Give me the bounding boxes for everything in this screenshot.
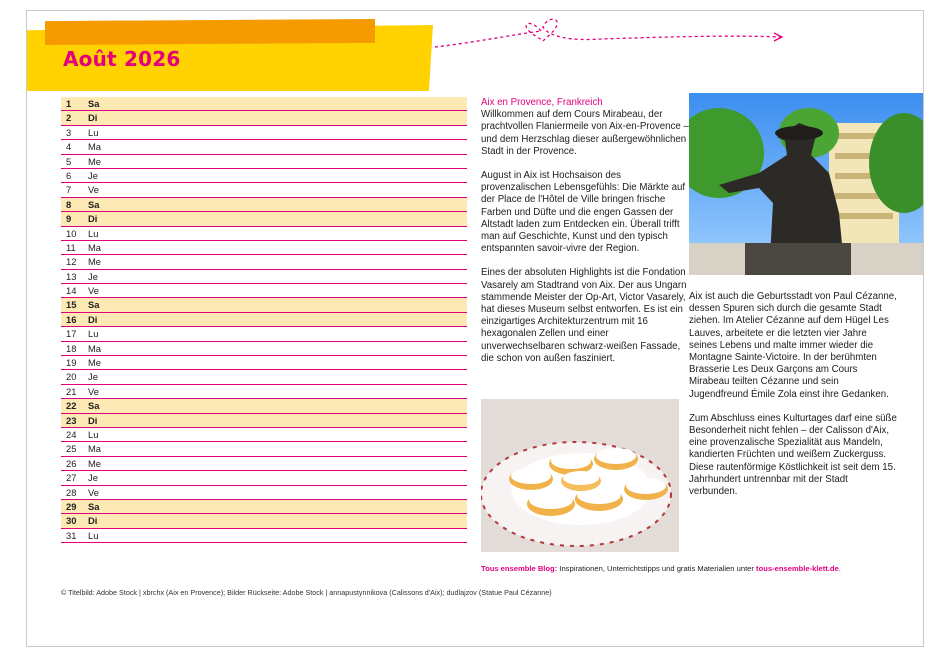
blog-note (481, 564, 841, 573)
article-column-2 (689, 291, 897, 510)
day-number: 16 (66, 313, 77, 325)
day-row (61, 529, 467, 543)
weekday-label: Je (88, 472, 98, 484)
day-number: 9 (66, 213, 72, 225)
day-row (61, 270, 467, 284)
day-number: 22 (66, 400, 77, 412)
day-number: 15 (66, 299, 77, 311)
day-row (61, 298, 467, 312)
day-number: 13 (66, 270, 77, 282)
day-number: 11 (66, 241, 76, 253)
article-paragraph-3: Eines der absoluten Highlights ist die Fondation Vasarely am Stadtrand von Aix. Der aus Ungarn stammende Meister der Op-Art, Victor Vasarely, hat dieses Museum selbst entworfen. Es ist ein einzigartiges Architekturzentrum mit 16 hexagonalen Zellen und einer unverwechselbaren schwarz-weißen Fassade, die schon von außen fasziniert. (481, 267, 687, 364)
weekday-label: Sa (88, 98, 100, 109)
day-row (61, 471, 467, 485)
article-paragraph-2: August in Aix ist Hochsaison des provenzalischen Lebensgefühls: Die Märkte auf der Place de l'Hôtel de Ville bringen frische Farben und Düfte und die engen Gassen der Altstadt laden zum Entdecken ein. Überall trifft man auf Geschichte, Kunst und den typisch entspannten savoir-vivre der Region. (481, 170, 686, 255)
blog-end: . (838, 564, 841, 573)
article-paragraph-4: Aix ist auch die Geburtsstadt von Paul Cézanne, dessen Spuren sich durch die gesamte Stadt ziehen. Im Atelier Cézanne auf dem Hügel Les Lauves, arbeitete er die letzten vier Jahre seines Lebens und malte immer wieder die Montagne Sainte-Victoire. In der berühmten Brasserie Les Deux Garçons am Cours Mirabeau teilten Cézanne und sein Jugendfreund Émile Zola einst ihre Gedanken. (689, 291, 897, 400)
weekday-label: Di (88, 414, 98, 426)
weekday-label: Je (88, 270, 98, 282)
blog-link[interactable]: tous-ensemble-klett.de (756, 564, 839, 573)
weekday-label: Me (88, 155, 102, 167)
article-title: Aix en Provence, Frankreich (481, 97, 603, 108)
day-row (61, 198, 467, 212)
article-intro: Willkommen auf dem Cours Mirabeau, der prachtvollen Flaniermeile von Aix-en-Provence – und dem Herzschlag dieser außergewöhnlichen Stadt in der Provence. (481, 109, 689, 157)
blog-label: Tous ensemble Blog: (481, 564, 558, 573)
weekday-label: Ve (88, 486, 99, 498)
weekday-label: Sa (88, 198, 100, 210)
day-row (61, 313, 467, 327)
day-number: 18 (66, 342, 77, 354)
day-number: 3 (66, 126, 72, 138)
day-row (61, 342, 467, 356)
day-number: 19 (66, 357, 77, 369)
weekday-label: Di (88, 515, 98, 527)
day-row (61, 457, 467, 471)
day-number: 29 (66, 500, 77, 512)
calisson-photo (481, 399, 679, 552)
calendar-page (26, 10, 924, 647)
weekday-label: Me (88, 357, 102, 369)
weekday-label: Lu (88, 428, 99, 440)
day-number: 5 (66, 155, 72, 167)
day-row (61, 399, 467, 413)
day-row (61, 514, 467, 528)
day-number: 28 (66, 486, 77, 498)
day-row (61, 255, 467, 269)
day-list (61, 97, 467, 543)
weekday-label: Lu (88, 227, 99, 239)
weekday-label: Sa (88, 299, 100, 311)
header-banner-orange (45, 19, 375, 45)
weekday-label: Lu (88, 126, 99, 138)
day-row (61, 97, 467, 111)
weekday-label: Ma (88, 141, 102, 153)
day-row (61, 183, 467, 197)
day-row (61, 155, 467, 169)
weekday-label: Me (88, 256, 102, 268)
day-row (61, 500, 467, 514)
day-number: 1 (66, 98, 72, 109)
weekday-label: Di (88, 112, 98, 124)
day-row (61, 126, 467, 140)
day-row (61, 356, 467, 370)
day-number: 4 (66, 141, 72, 153)
day-number: 20 (66, 371, 77, 383)
weekday-label: Je (88, 169, 98, 181)
day-row (61, 428, 467, 442)
blog-text: Inspirationen, Unterrichtstipps und gratis Materialien unter (557, 564, 757, 573)
day-row (61, 111, 467, 125)
day-number: 30 (66, 515, 77, 527)
day-row (61, 442, 467, 456)
day-row (61, 414, 467, 428)
day-number: 23 (66, 414, 77, 426)
weekday-label: Ma (88, 342, 102, 354)
statue-photo (689, 93, 923, 275)
day-number: 17 (66, 328, 77, 340)
day-number: 10 (66, 227, 77, 239)
day-number: 14 (66, 285, 77, 297)
weekday-label: Lu (88, 328, 99, 340)
day-row (61, 212, 467, 226)
day-row (61, 284, 467, 298)
day-number: 31 (66, 529, 77, 541)
day-row (61, 169, 467, 183)
day-row (61, 140, 467, 154)
weekday-label: Me (88, 457, 102, 469)
article-column-1 (481, 97, 691, 377)
weekday-label: Sa (88, 400, 100, 412)
weekday-label: Sa (88, 500, 100, 512)
weekday-label: Ve (88, 184, 99, 196)
weekday-label: Ve (88, 385, 99, 397)
day-number: 12 (66, 256, 77, 268)
day-number: 25 (66, 443, 77, 455)
weekday-label: Ma (88, 443, 102, 455)
day-number: 24 (66, 428, 77, 440)
weekday-label: Ma (88, 241, 102, 253)
day-number: 6 (66, 169, 72, 181)
day-row (61, 385, 467, 399)
day-row (61, 227, 467, 241)
day-number: 7 (66, 184, 72, 196)
weekday-label: Ve (88, 285, 99, 297)
photo-credits: © Titelbild: Adobe Stock | xbrchx (Aix en Provence); Bilder Rückseite: Adobe Stock | annapustynnikova (Calissons d'Aix); dudlajzov (Statue Paul Cézanne) (61, 588, 552, 597)
day-row (61, 327, 467, 341)
weekday-label: Lu (88, 529, 99, 541)
day-number: 27 (66, 472, 77, 484)
month-title: Août 2026 (63, 47, 181, 71)
day-row (61, 241, 467, 255)
weekday-label: Je (88, 371, 98, 383)
day-row (61, 486, 467, 500)
heart-arrow-doodle-icon (431, 13, 791, 53)
weekday-label: Di (88, 213, 98, 225)
day-row (61, 370, 467, 384)
day-number: 21 (66, 385, 77, 397)
day-number: 2 (66, 112, 72, 124)
weekday-label: Di (88, 313, 98, 325)
day-number: 26 (66, 457, 77, 469)
day-number: 8 (66, 198, 72, 210)
article-paragraph-5: Zum Abschluss eines Kulturtages darf eine süße Besonderheit nicht fehlen – der Calisson d'Aix, eine provenzalische Spezialität aus Mandeln, kandierten Früchten und weißem Zuckerguss. Diese rautenförmige Köstlichkeit ist seit dem 15. Jahrhundert untrennbar mit der Stadt verbunden. (689, 412, 897, 498)
